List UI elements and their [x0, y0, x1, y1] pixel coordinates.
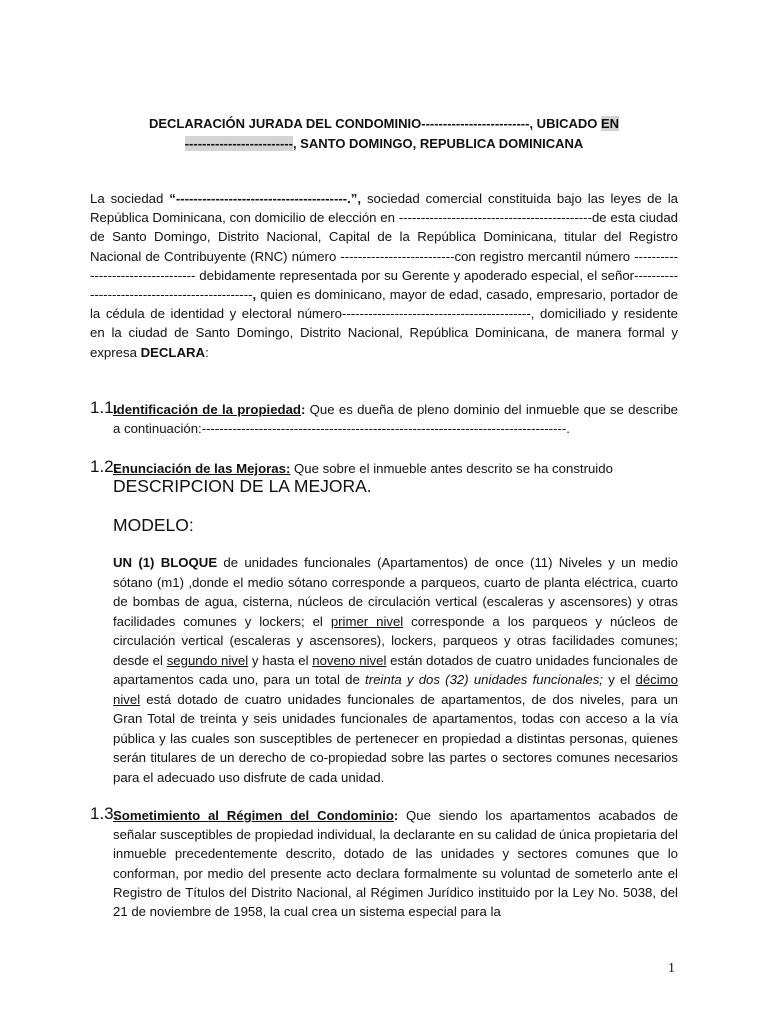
page-number: 1 — [668, 961, 675, 976]
title-line-2 — [90, 134, 678, 154]
title-text: , SANTO DOMINGO, REPUBLICA DOMINICANA — [292, 136, 584, 151]
section-number-1-2: 1.2. — [90, 457, 119, 476]
section-1-2-text: Enunciación de las Mejoras: Que sobre el inmueble antes descrito se ha construido — [113, 461, 613, 476]
title-line-1 — [90, 114, 678, 134]
mejora-heading: DESCRIPCION DE LA MEJORA. — [113, 476, 372, 496]
section-heading: Enunciación de las Mejoras: — [113, 461, 291, 476]
document-title — [90, 114, 678, 154]
section-number-1-3: 1.3. — [90, 804, 119, 823]
title-text: DECLARACIÓN JURADA DEL CONDOMINIO-------------------------, UBICADO — [148, 116, 601, 131]
section-heading: Sometimiento al Régimen del Condominio — [113, 808, 394, 823]
title-highlight: EN — [600, 116, 620, 131]
section-1-1-text: Identificación de la propiedad: Que es dueña de pleno dominio del inmueble que se describe a continuación:-----------------------------------------------------------------------------------. — [113, 402, 678, 437]
modelo-heading: MODELO: — [113, 515, 194, 535]
section-number-1-1: 1.1. — [90, 398, 119, 417]
modelo-paragraph: UN (1) BLOQUE de unidades funcionales (Apartamentos) de once (11) Niveles y un medio sótano (m1) ,donde el medio sótano corresponde a parqueos, cuarto de planta eléctrica, cuarto de bombas de agua, cisterna, núcleos de circulación vertical (escaleras y ascensores) y otras facilidades comunes y lockers; el primer nivel corresponde a los parqueos y núcleos de circulación vertical (escaleras y ascensores), lockers, parqueos y otras facilidades comunes; desde el segundo nivel y hasta el noveno nivel están dotados de cuatro unidades funcionales de apartamentos cada uno, para un total de treinta y dos (32) unidades funcionales; y el décimo nivel está dotado de cuatro unidades funcionales de apartamentos, de dos niveles, para un Gran Total de treinta y seis unidades funcionales de apartamentos, todas con acceso a la vía pública y las cuales son susceptibles de pertenecer en propiedad a distintas personas, quienes serán titulares de un derecho de co-propiedad sobre las partes o sectores comunes necesarios para el adecuado uso disfrute de cada unidad. — [113, 555, 679, 785]
intro-paragraph: La sociedad “---------------------------------------.”, sociedad comercial constituida bajo las leyes de la República Dominicana, con domicilio de elección en --------------------------------------------de esta ciudad de Santo Domingo, Distrito Nacional, Capital de la República Dominicana, titular del Registro Nacional de Contribuyente (RNC) número --------------------------con registro mercantil número ---------------------------------- debidamente representada por su Gerente y apoderado especial, el señor-----------------------------------------------, quien es dominicano, mayor de edad, casado, empresario, portador de la cédula de identidad y electoral número-------------------------------------------, domiciliado y residente en la ciudad de Santo Domingo, Distrito Nacional, República Dominicana, de manera formal y expresa DECLARA: — [90, 191, 678, 360]
section-heading: Identificación de la propiedad — [113, 402, 301, 417]
section-1-3-text: Sometimiento al Régimen del Condominio: Que siendo los apartamentos acabados de señalar susceptibles de propiedad individual, la declarante en su calidad de única propietaria del inmueble precedentemente descrito, dotado de las unidades y sectores comunes que lo conforman, por medio del presente acto declara formalmente su voluntad de someterlo ante el Registro de Títulos del Distrito Nacional, al Régimen Jurídico instituido por la Ley No. 5038, del 21 de noviembre de 1958, la cual crea un sistema especial para la — [113, 808, 678, 920]
title-highlight: ------------------------- — [184, 136, 293, 151]
